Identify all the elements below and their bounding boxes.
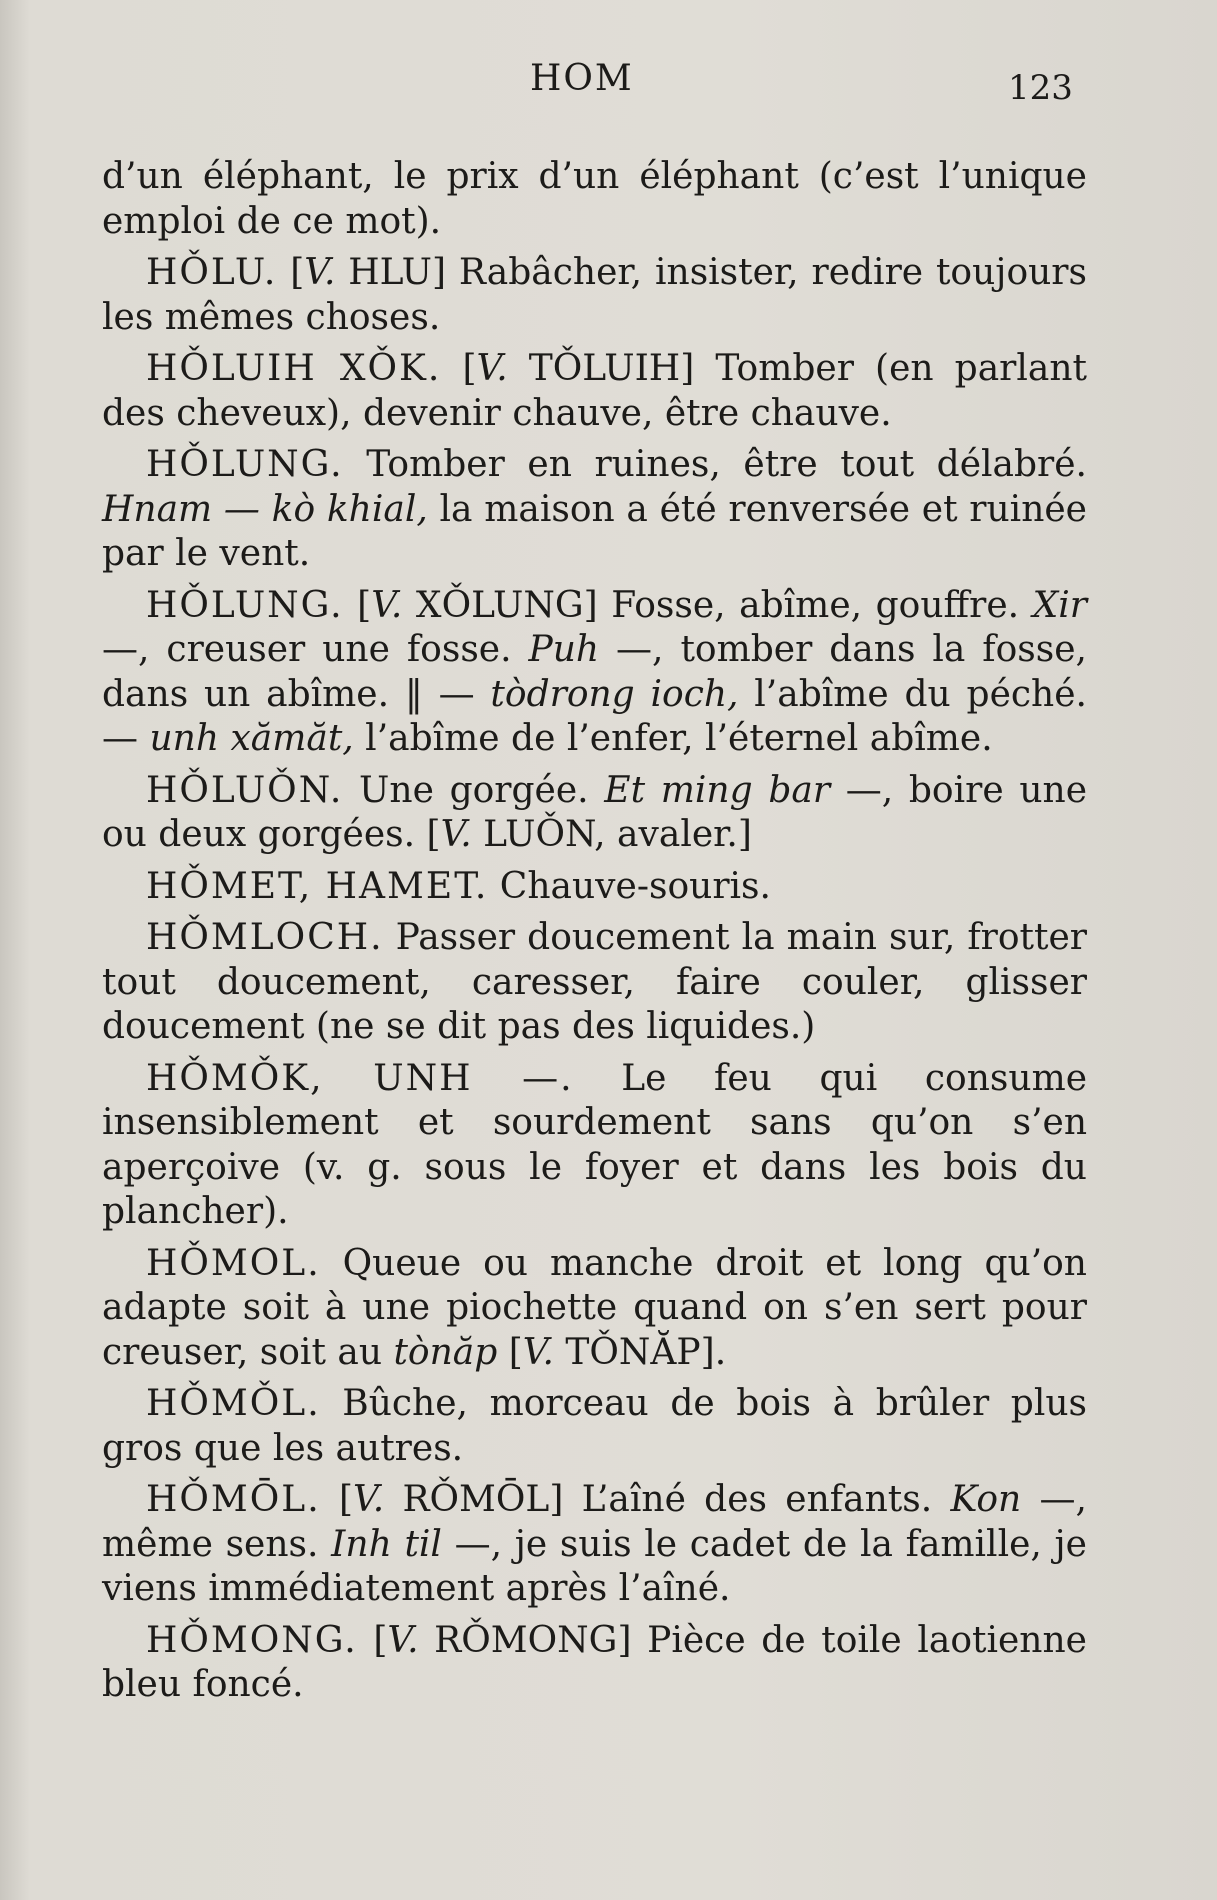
- dictionary-entry: HǑMǑL. Bûche, morceau de bois à brûler plus gros que les autres.: [102, 1383, 1087, 1469]
- entry-headword: HǑLUNG.: [146, 444, 344, 485]
- entry-headword: HǑMET, HAMET.: [146, 865, 489, 907]
- entry-headword: HǑLUNG.: [146, 584, 344, 626]
- dictionary-entry: HǑMET, HAMET. Chauve-souris.: [146, 865, 771, 907]
- dictionary-entry: HǑLUNG. Tomber en ruines, être tout délabré. Hnam — kò khial, la maison a été renversée et ruinée par le vent.: [102, 444, 1087, 574]
- page-header: [0, 58, 1217, 108]
- entry-headword: HǑLUǑN.: [146, 769, 344, 811]
- dictionary-entry: HǑMOL. Queue ou manche droit et long qu’on adapte soit à une piochette quand on s’en sert pour creuser, soit au tònăp [V. TǑNĂP].: [102, 1242, 1087, 1373]
- dictionary-entry: HǑMǑK, UNH —. Le feu qui consume insensiblement et sourdement sans qu’on s’en aperçoive (v. g. sous le foyer et dans les bois du plancher).: [102, 1057, 1088, 1232]
- entry-headword: HǑLU.: [146, 252, 278, 293]
- dictionary-entry: HǑLUNG. [V. XǑLUNG] Fosse, abîme, gouffre. Xir —, creuser une fosse. Puh —, tomber dans la fosse, dans un abîme. ‖ — tòdrong ioch, l’abîme du péché. — unh xămăt, l’abîme de l’enfer, l’éternel abîme.: [102, 584, 1087, 759]
- dictionary-entry: HǑMŌL. [V. RǑMŌL] L’aîné des enfants. Kon —, même sens. Inh til —, je suis le cadet de la famille, je viens immédiatement après l’aîné.: [102, 1479, 1087, 1609]
- entry-headword: HǑMǑK, UNH —.: [146, 1057, 574, 1099]
- page-body: [102, 155, 1087, 1715]
- dictionary-entry: HǑLUIH XǑK. [V. TǑLUIH] Tomber (en parlant des cheveux), devenir chauve, être chauve.: [102, 348, 1087, 434]
- entry-headword: HǑLUIH XǑK.: [146, 348, 442, 389]
- entry-headword: HǑMOL.: [146, 1242, 321, 1284]
- dictionary-entry: HǑLU. [V. HLU] Rabâcher, insister, redire toujours les mêmes choses.: [102, 252, 1087, 338]
- page-number: 123: [1008, 68, 1073, 108]
- dictionary-entry: HǑMLOCH. Passer doucement la main sur, frotter tout doucement, caresser, faire couler, glisser doucement (ne se dit pas des liquides.): [102, 917, 1087, 1047]
- entry-headword: HǑMǑL.: [146, 1383, 321, 1424]
- entry-headword: HǑMLOCH.: [146, 917, 384, 958]
- entry-headword: HǑMŌL.: [146, 1479, 321, 1520]
- dictionary-entry: HǑLUǑN. Une gorgée. Et ming bar —, boire une ou deux gorgées. [V. LUǑN, avaler.]: [102, 769, 1088, 855]
- entry-continuation: d’un éléphant, le prix d’un éléphant (c’est l’unique emploi de ce mot).: [102, 156, 1087, 242]
- dictionary-entry: HǑMONG. [V. RǑMONG] Pièce de toile laotienne bleu foncé.: [102, 1619, 1087, 1705]
- running-head: HOM: [530, 58, 634, 99]
- entry-headword: HǑMONG.: [146, 1619, 358, 1661]
